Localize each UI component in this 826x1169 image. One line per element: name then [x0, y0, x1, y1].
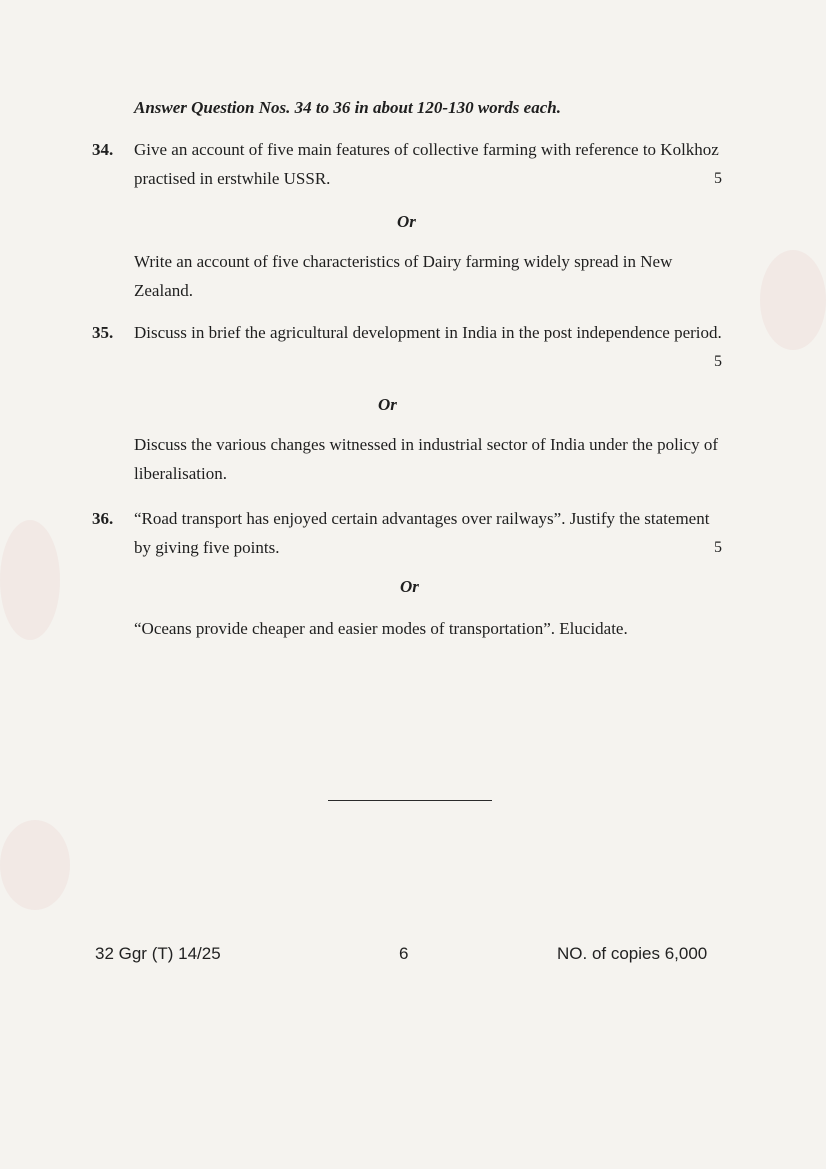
question-marks: 5 [714, 170, 722, 187]
question-marks: 5 [714, 353, 722, 370]
question-number: 36. [92, 509, 114, 528]
alternative-question-34: Write an account of five characteristics of Dairy farming widely spread in New Zealand. [134, 252, 673, 300]
question-number: 34. [92, 140, 114, 159]
footer-page-number: 6 [399, 944, 409, 963]
paper-smudge [0, 820, 70, 910]
question-marks: 5 [714, 539, 722, 556]
paper-smudge [760, 250, 826, 350]
or-label: Or [378, 395, 397, 414]
paper-smudge [0, 520, 60, 640]
section-instruction: Answer Question Nos. 34 to 36 in about 120-130 words each. [134, 98, 561, 117]
question-text: “Road transport has enjoyed certain advantages over railways”. Justify the statement by giving five points. [134, 509, 710, 557]
or-label: Or [400, 577, 419, 596]
question-35 [92, 318, 722, 370]
question-text: Discuss in brief the agricultural development in India in the post independence period. [134, 323, 722, 342]
question-text: Give an account of five main features of collective farming with reference to Kolkhoz practised in erstwhile USSR. [134, 140, 719, 188]
alternative-question-36 [134, 614, 722, 643]
or-label: Or [397, 212, 416, 231]
question-34 [92, 135, 722, 193]
question-36 [92, 504, 722, 562]
footer-copies: NO. of copies 6,000 [557, 944, 708, 963]
footer-code: 32 Ggr (T) 14/25 [95, 944, 221, 963]
question-number: 35. [92, 323, 114, 342]
end-rule [328, 800, 492, 801]
alternative-text: “Oceans provide cheaper and easier modes of transportation”. Elucidate. [134, 619, 628, 638]
alternative-question-35: Discuss the various changes witnessed in industrial sector of India under the policy of liberalisation. [134, 435, 719, 483]
